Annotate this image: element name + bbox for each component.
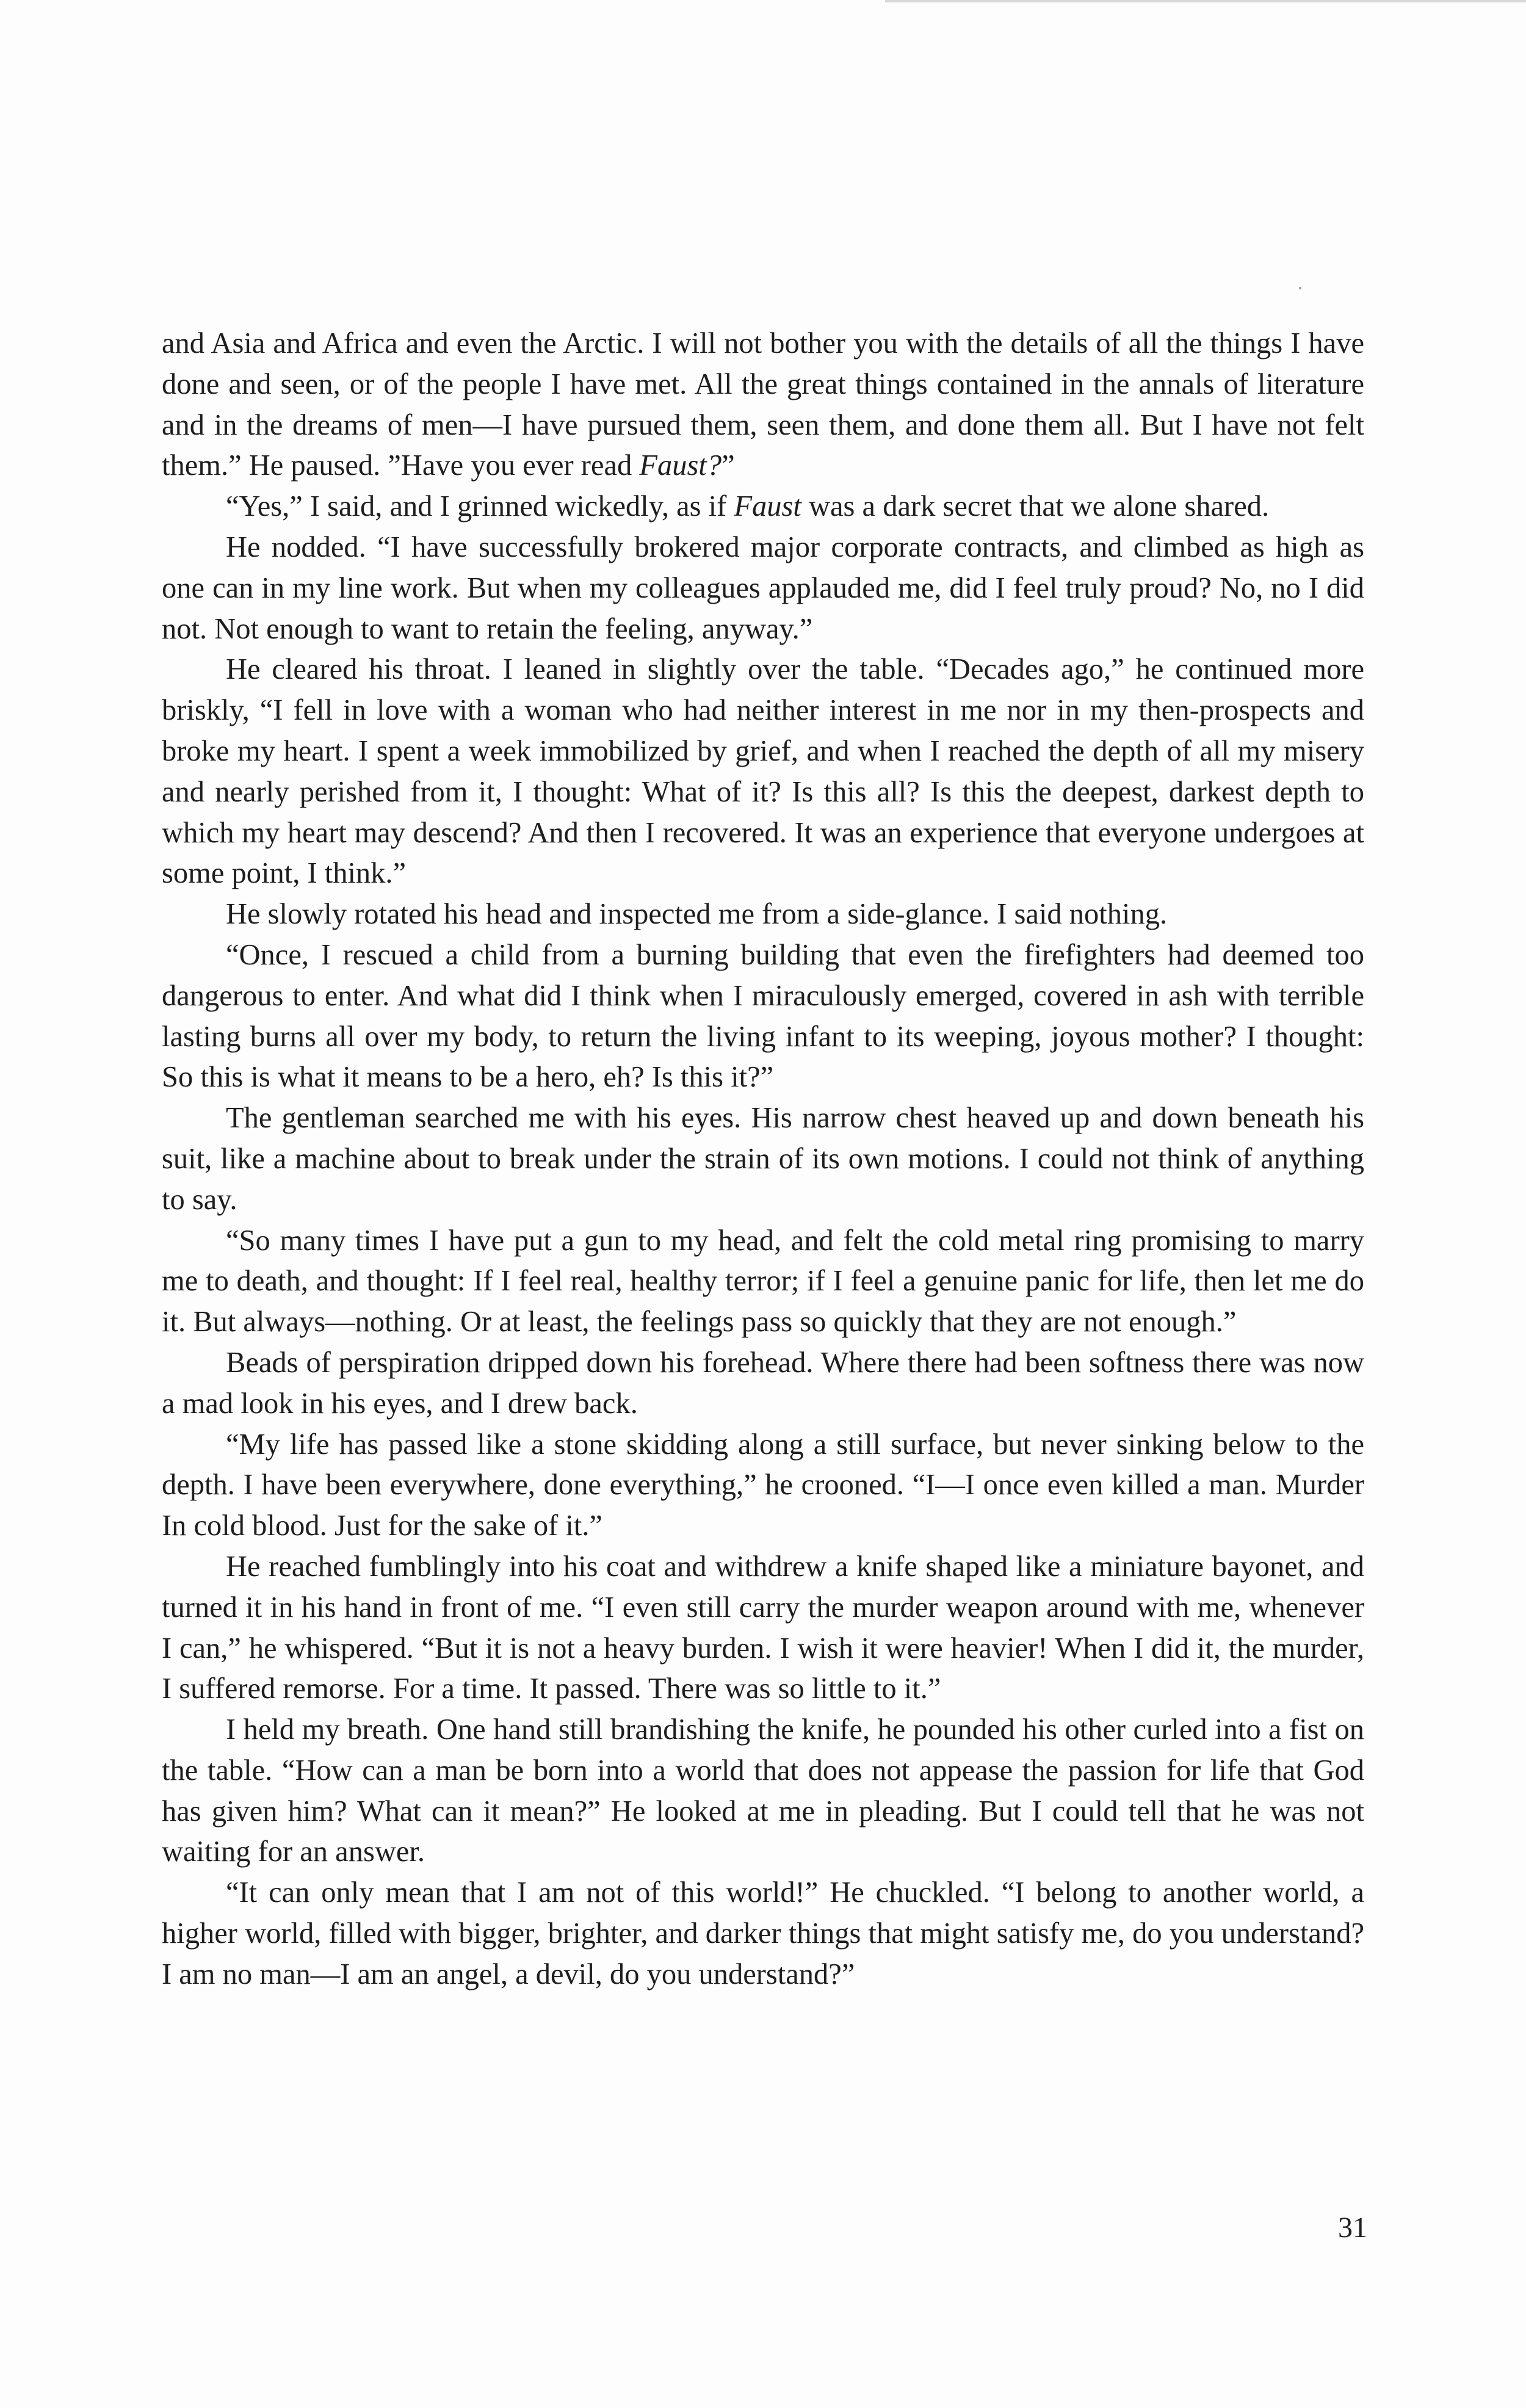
paragraph-1-closing-quote: ”: [721, 449, 735, 482]
paragraph-3-text: He nodded. “I have successfully brokered major corporate contracts, and climbed as high as one can in my line work. But when my colleagues applauded me, did I feel truly proud? No, no I did not. Not enough to want to retain the feeling, anyway.”: [162, 530, 1364, 645]
paragraph-10-text: “My life has passed like a stone skidding along a still surface, but never sinking below to the depth. I have been everywhere, done everything,” he crooned. “I—I once even killed a man. Murder In cold blood. Just for the sake of it.”: [162, 1428, 1364, 1542]
scan-edge-line: [885, 0, 1526, 2]
paragraph-12-text: I held my breath. One hand still brandishing the knife, he pounded his other curled into a fist on the table. “How can a man be born into a world that does not appease the passion for life that God has given him? What can it mean?” He looked at me in pleading. But I could tell that he was not waiting for an answer.: [162, 1713, 1364, 1868]
paragraph-4-text: He cleared his throat. I leaned in slightly over the table. “Decades ago,” he continued more briskly, “I fell in love with a woman who had neither interest in me nor in my then-prospects and broke my heart. I spent a week immobilized by grief, and when I reached the depth of all my misery and nearly perished from it, I thought: What of it? Is this all? Is this the deepest, darkest depth to which my heart may descend? And then I recovered. It was an experience that everyone undergoes at some point, I think.”: [162, 653, 1364, 890]
paragraph-4: [162, 649, 1364, 894]
book-title-faust: Faust: [734, 490, 801, 523]
paragraph-12: [162, 1710, 1364, 1873]
scan-speck: [1299, 287, 1301, 289]
paragraph-6: [162, 935, 1364, 1098]
paragraph-13-text: “It can only mean that I am not of this world!” He chuckled. “I belong to another world, a higher world, filled with bigger, brighter, and darker things that might satisfy me, do you understand? I am no man—I am an angel, a devil, do you understand?”: [162, 1876, 1364, 1990]
paragraph-10: [162, 1425, 1364, 1547]
paragraph-5-text: He slowly rotated his head and inspected me from a side-glance. I said nothing.: [226, 898, 1168, 931]
paragraph-5: [162, 894, 1364, 935]
body-text: [162, 324, 1364, 1995]
paragraph-6-text: “Once, I rescued a child from a burning building that even the firefighters had deemed too dangerous to enter. And what did I think when I miraculously emerged, covered in ash with terrible lasting burns all over my body, to return the living infant to its weeping, joyous mother? I thought: So this is what it means to be a hero, eh? Is this it?”: [162, 938, 1364, 1094]
paragraph-2-text-a: “Yes,” I said, and I grinned wickedly, as if: [226, 490, 734, 523]
paragraph-1: [162, 324, 1364, 486]
page-number: 31: [1338, 2211, 1367, 2244]
book-title-faust: Faust?: [639, 449, 722, 482]
paragraph-11-text: He reached fumblingly into his coat and withdrew a knife shaped like a miniature bayonet, and turned it in his hand in front of me. “I even still carry the murder weapon around with me, whenever I can,” he whispered. “But it is not a heavy burden. I wish it were heavier! When I did it, the murder, I suffered remorse. For a time. It passed. There was so little to it.”: [162, 1550, 1364, 1705]
paragraph-11: [162, 1547, 1364, 1710]
paragraph-7: [162, 1098, 1364, 1220]
paragraph-8-text: “So many times I have put a gun to my head, and felt the cold metal ring promising to marry me to death, and thought: If I feel real, healthy terror; if I feel a genuine panic for life, then let me do it. But always—nothing. Or at least, the feelings pass so quickly that they are not enough.”: [162, 1224, 1364, 1339]
paragraph-1-text: and Asia and Africa and even the Arctic. I will not bother you with the details of all the things I have done and seen, or of the people I have met. All the great things contained in the annals of literature and in the dreams of men—I have pursued them, seen them, and done them all. But I have not felt them.” He paused. ”Have you ever read: [162, 327, 1364, 482]
paragraph-8: [162, 1221, 1364, 1343]
paragraph-7-text: The gentleman searched me with his eyes. His narrow chest heaved up and down beneath his suit, like a machine about to break under the strain of its own motions. I could not think of anything to say.: [162, 1102, 1364, 1216]
paragraph-2-text-b: was a dark secret that we alone shared.: [801, 490, 1270, 523]
paragraph-2: [162, 486, 1364, 527]
paragraph-9-text: Beads of perspiration dripped down his forehead. Where there had been softness there was now a mad look in his eyes, and I drew back.: [162, 1346, 1364, 1420]
paragraph-13: [162, 1873, 1364, 1995]
paragraph-9: [162, 1343, 1364, 1425]
paragraph-3: [162, 527, 1364, 649]
